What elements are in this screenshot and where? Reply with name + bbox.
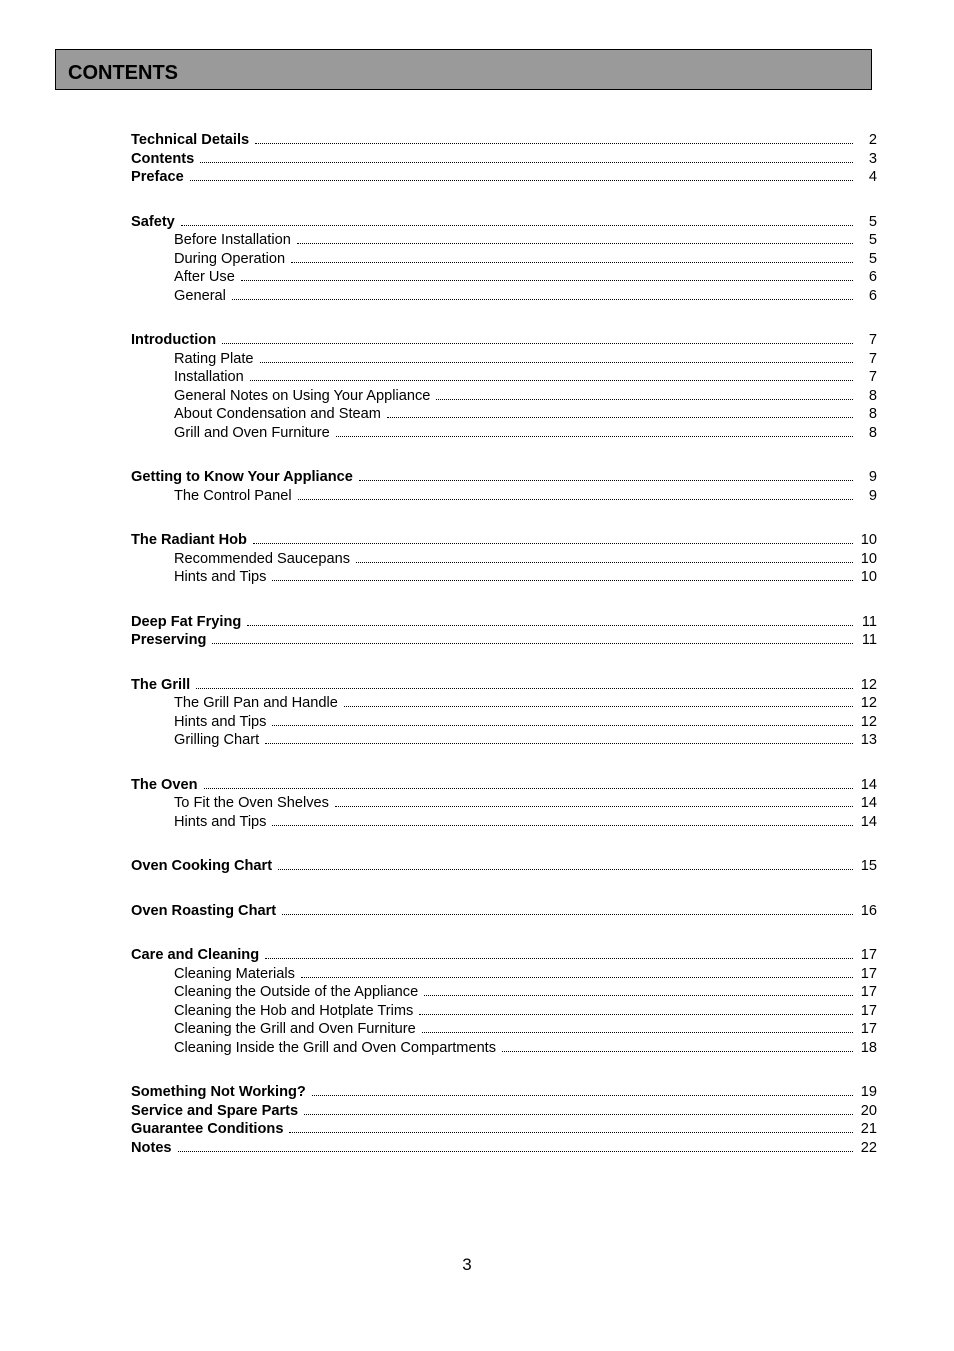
toc-entry-label: Oven Cooking Chart (131, 858, 273, 874)
toc-entry-page: 3 (868, 150, 877, 167)
dot-leader (291, 261, 853, 263)
toc-entry-label: Oven Roasting Chart (131, 902, 277, 919)
dot-leader (289, 1131, 853, 1133)
toc-entry-label: Cleaning Materials (174, 965, 295, 982)
toc-entry-label: The Grill Pan and Handle (174, 695, 338, 711)
toc-entry-label: Hints and Tips (174, 813, 267, 830)
toc-subentry[interactable] (131, 250, 877, 269)
toc-entry-page: 14 (860, 795, 877, 811)
toc-entry[interactable] (131, 631, 877, 650)
toc-entry-label: During Operation (174, 250, 286, 267)
toc-subentry[interactable] (131, 231, 877, 250)
toc-entry-page: 7 (868, 350, 877, 367)
toc-entry[interactable] (131, 468, 877, 487)
dot-leader (190, 179, 853, 181)
dot-leader (312, 1094, 853, 1096)
dot-leader (278, 868, 853, 870)
toc-entry-page: 19 (860, 1084, 877, 1100)
toc-section (131, 613, 877, 650)
dot-leader (253, 542, 853, 544)
toc-entry-page: 21 (860, 1121, 877, 1137)
dot-leader (436, 398, 853, 400)
toc-entry-page: 6 (868, 287, 877, 304)
toc-entry[interactable] (131, 946, 877, 965)
toc-entry-page: 16 (860, 902, 877, 919)
toc-entry-label: Service and Spare Parts (131, 1102, 299, 1119)
toc-entry-page: 17 (860, 1021, 877, 1037)
toc-section (131, 531, 877, 587)
toc-subentry[interactable] (131, 965, 877, 984)
dot-leader (255, 142, 853, 144)
dot-leader (304, 1113, 853, 1115)
dot-leader (212, 642, 853, 644)
toc-entry[interactable] (131, 168, 877, 187)
toc-entry-page: 6 (868, 269, 877, 285)
toc-entry[interactable] (131, 150, 877, 169)
page-title: CONTENTS (68, 62, 178, 84)
toc-entry-label: After Use (174, 269, 235, 285)
toc-entry-page: 10 (860, 532, 877, 548)
toc-subentry[interactable] (131, 794, 877, 813)
toc-entry-page: 4 (868, 169, 877, 185)
toc-entry-page: 9 (868, 487, 877, 504)
table-of-contents (131, 131, 877, 1183)
toc-section (131, 676, 877, 750)
dot-leader (272, 579, 853, 581)
toc-entry-page: 11 (861, 613, 877, 630)
toc-entry-label: Cleaning the Outside of the Appliance (174, 984, 419, 1000)
dot-leader (232, 298, 853, 300)
toc-entry-label: The Radiant Hob (131, 532, 247, 548)
toc-entry-label: The Oven (131, 776, 198, 793)
toc-entry[interactable] (131, 776, 877, 795)
toc-entry-label: Contents (131, 150, 195, 167)
toc-entry-page: 5 (868, 213, 877, 230)
toc-entry-label: Installation (174, 369, 244, 385)
toc-entry[interactable] (131, 857, 877, 876)
toc-subentry[interactable] (131, 387, 877, 406)
toc-entry-page: 18 (860, 1039, 877, 1056)
toc-entry-page: 17 (860, 984, 877, 1000)
toc-entry[interactable] (131, 902, 877, 921)
dot-leader (387, 416, 853, 418)
toc-subentry[interactable] (131, 694, 877, 713)
toc-entry-label: General Notes on Using Your Appliance (174, 387, 431, 404)
toc-entry-page: 14 (860, 776, 877, 793)
toc-entry-label: Grilling Chart (174, 732, 260, 748)
toc-section (131, 946, 877, 1057)
toc-entry-label: Guarantee Conditions (131, 1121, 284, 1137)
toc-entry-page: 13 (860, 732, 877, 748)
dot-leader (204, 787, 854, 789)
dot-leader (344, 705, 853, 707)
dot-leader (181, 224, 853, 226)
toc-entry[interactable] (131, 676, 877, 695)
toc-subentry[interactable] (131, 287, 877, 306)
toc-section (131, 331, 877, 442)
toc-subentry[interactable] (131, 713, 877, 732)
toc-entry-page: 9 (868, 469, 877, 485)
toc-entry-page: 14 (860, 813, 877, 830)
toc-entry-page: 17 (860, 947, 877, 963)
toc-subentry[interactable] (131, 731, 877, 750)
toc-entry-label: Deep Fat Frying (131, 613, 242, 630)
dot-leader (272, 824, 853, 826)
toc-entry-label: General (174, 287, 226, 304)
toc-entry-label: Rating Plate (174, 350, 254, 367)
toc-section (131, 468, 877, 505)
toc-entry-page: 5 (868, 250, 877, 267)
dot-leader (247, 624, 853, 626)
toc-entry-page: 7 (868, 369, 877, 385)
dot-leader (178, 1150, 853, 1152)
toc-entry-page: 8 (868, 387, 877, 404)
toc-subentry[interactable] (131, 268, 877, 287)
page-number: 3 (462, 1255, 472, 1274)
toc-entry-label: Hints and Tips (174, 569, 267, 585)
toc-entry-label: Recommended Saucepans (174, 550, 351, 567)
toc-entry-page: 11 (861, 632, 877, 648)
toc-entry-label: Cleaning the Grill and Oven Furniture (174, 1021, 416, 1037)
toc-section (131, 776, 877, 832)
toc-entry-page: 22 (860, 1139, 877, 1156)
toc-entry-label: The Grill (131, 676, 191, 693)
toc-entry-page: 5 (868, 232, 877, 248)
toc-entry[interactable] (131, 1139, 877, 1158)
dot-leader (336, 435, 853, 437)
toc-entry-label: Grill and Oven Furniture (174, 424, 330, 441)
toc-entry-page: 12 (860, 713, 877, 730)
toc-subentry[interactable] (131, 1039, 877, 1058)
dot-leader (356, 561, 853, 563)
toc-entry-label: About Condensation and Steam (174, 406, 381, 422)
toc-entry[interactable] (131, 1083, 877, 1102)
dot-leader (272, 724, 853, 726)
dot-leader (260, 361, 853, 363)
toc-entry-label: Safety (131, 213, 175, 230)
toc-subentry[interactable] (131, 405, 877, 424)
toc-subentry[interactable] (131, 813, 877, 832)
toc-entry-label: The Control Panel (174, 487, 292, 504)
toc-entry-page: 7 (868, 332, 877, 348)
toc-section (131, 1083, 877, 1157)
dot-leader (200, 161, 853, 163)
dot-leader (335, 805, 853, 807)
toc-entry-label: Cleaning the Hob and Hotplate Trims (174, 1002, 414, 1019)
dot-leader (250, 379, 853, 381)
toc-entry-label: Cleaning Inside the Grill and Oven Compartments (174, 1039, 497, 1056)
toc-entry-page: 17 (860, 1002, 877, 1019)
toc-subentry[interactable] (131, 550, 877, 569)
toc-subentry[interactable] (131, 424, 877, 443)
toc-section (131, 131, 877, 187)
toc-subentry[interactable] (131, 350, 877, 369)
toc-subentry[interactable] (131, 1002, 877, 1021)
dot-leader (422, 1031, 853, 1033)
toc-entry-page: 17 (860, 965, 877, 982)
toc-entry-label: Notes (131, 1139, 172, 1156)
dot-leader (196, 687, 853, 689)
toc-entry-label: Care and Cleaning (131, 947, 260, 963)
toc-entry-page: 2 (868, 132, 877, 148)
toc-subentry[interactable] (131, 368, 877, 387)
toc-entry-page: 10 (860, 569, 877, 585)
toc-entry-label: Before Installation (174, 232, 291, 248)
toc-entry[interactable] (131, 131, 877, 150)
dot-leader (298, 498, 853, 500)
toc-entry[interactable] (131, 1120, 877, 1139)
toc-entry-page: 12 (860, 695, 877, 711)
toc-entry-label: To Fit the Oven Shelves (174, 795, 329, 811)
dot-leader (282, 913, 853, 915)
toc-entry-label: Getting to Know Your Appliance (131, 469, 353, 485)
dot-leader (222, 342, 853, 344)
toc-entry-page: 15 (860, 858, 877, 874)
toc-entry-label: Hints and Tips (174, 713, 267, 730)
toc-subentry[interactable] (131, 487, 877, 506)
toc-section (131, 902, 877, 921)
dot-leader (265, 957, 853, 959)
dot-leader (502, 1050, 853, 1052)
toc-entry-label: Technical Details (131, 132, 250, 148)
toc-entry[interactable] (131, 613, 877, 632)
toc-entry[interactable] (131, 213, 877, 232)
toc-entry-label: Preserving (131, 632, 207, 648)
toc-entry[interactable] (131, 331, 877, 350)
dot-leader (424, 994, 853, 996)
toc-entry-label: Preface (131, 169, 184, 185)
dot-leader (297, 242, 853, 244)
toc-entry-label: Introduction (131, 332, 217, 348)
toc-section (131, 213, 877, 306)
toc-entry-label: Something Not Working? (131, 1084, 306, 1100)
dot-leader (265, 742, 853, 744)
toc-entry-page: 20 (860, 1102, 877, 1119)
contents-header-bar (55, 49, 872, 90)
toc-entry-page: 8 (868, 424, 877, 441)
dot-leader (301, 976, 853, 978)
dot-leader (241, 279, 853, 281)
toc-entry[interactable] (131, 1102, 877, 1121)
toc-entry-page: 10 (860, 550, 877, 567)
dot-leader (419, 1013, 853, 1015)
toc-subentry[interactable] (131, 568, 877, 587)
toc-entry[interactable] (131, 531, 877, 550)
toc-entry-page: 8 (868, 406, 877, 422)
dot-leader (359, 479, 853, 481)
toc-entry-page: 12 (860, 676, 877, 693)
toc-subentry[interactable] (131, 983, 877, 1002)
toc-section (131, 857, 877, 876)
toc-subentry[interactable] (131, 1020, 877, 1039)
